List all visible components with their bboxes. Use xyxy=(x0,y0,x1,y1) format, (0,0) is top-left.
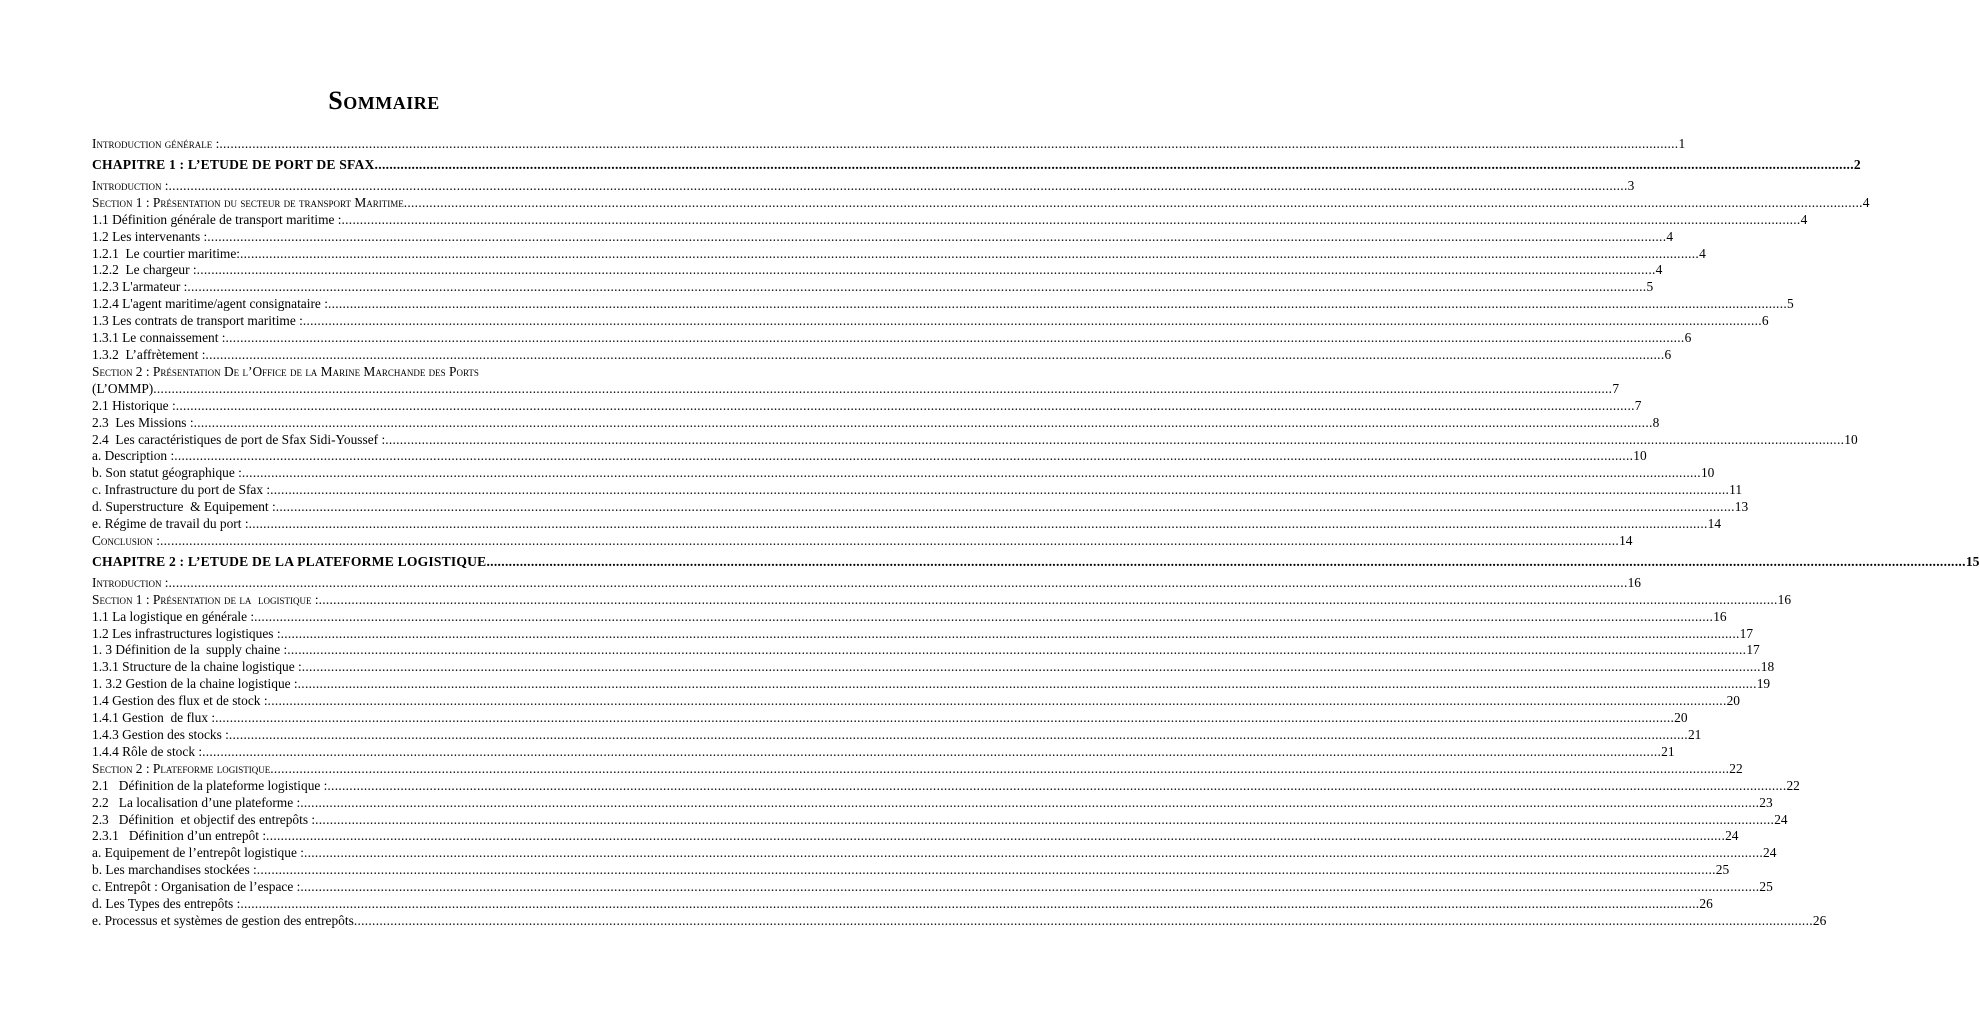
toc-entry-row[interactable] xyxy=(92,710,1688,727)
toc-entry-label: 1.1 La logistique en générale : xyxy=(92,608,255,624)
toc-entry-row[interactable] xyxy=(92,532,1633,550)
dot-leader: ................................................................................................................................................................................................................................................................................................................................................................................................................ xyxy=(327,296,1787,312)
toc-page-number: 15 xyxy=(1965,553,1979,569)
dot-leader: ................................................................................................................................................................................................................................................................................................................................................................................................................ xyxy=(301,659,1761,675)
toc-page-number: 13 xyxy=(1734,499,1749,515)
dot-leader: ................................................................................................................................................................................................................................................................................................................................................................................................................ xyxy=(240,896,1700,912)
dot-leader: ................................................................................................................................................................................................................................................................................................................................................................................................................ xyxy=(256,862,1716,878)
dot-leader: ................................................................................................................................................................................................................................................................................................................................................................................................................ xyxy=(300,879,1760,895)
dot-leader: ................................................................................................................................................................................................................................................................................................................................................................................................................ xyxy=(297,676,1757,692)
toc-page-number: 4 xyxy=(1666,228,1674,244)
toc-entry-label: 1.2.4 L'agent maritime/agent consignataire : xyxy=(92,296,328,312)
toc-entry-row[interactable] xyxy=(92,811,1788,829)
toc-page-number: 4 xyxy=(1800,211,1808,227)
toc-page-number: 25 xyxy=(1715,862,1730,878)
toc-entry-label: 1.3.2 L’affrètement : xyxy=(92,346,206,362)
toc-page-number: 16 xyxy=(1627,574,1641,590)
dot-leader: ................................................................................................................................................................................................................................................................................................................................................................................................................ xyxy=(174,448,1634,464)
toc-entry-row[interactable] xyxy=(92,608,1727,626)
toc-entry-label: Section 1 : Présentation du secteur de transport Maritime xyxy=(92,194,404,210)
dot-leader: ................................................................................................................................................................................................................................................................................................................................................................................................................ xyxy=(270,482,1730,498)
toc-entry-label: Conclusion : xyxy=(92,532,160,548)
toc-entry-row[interactable] xyxy=(92,727,1702,744)
dot-leader: ................................................................................................................................................................................................................................................................................................................................................................................................................ xyxy=(219,136,1679,151)
toc-entry-label: 1.2.2 Le chargeur : xyxy=(92,262,197,278)
dot-leader: ................................................................................................................................................................................................................................................................................................................................................................................................................ xyxy=(168,177,1628,193)
toc-page-number: 11 xyxy=(1729,482,1743,498)
toc-page-number: 6 xyxy=(1664,346,1672,362)
table-of-contents xyxy=(92,136,1979,930)
toc-page-number: 21 xyxy=(1687,727,1702,742)
toc-page-number: 4 xyxy=(1655,262,1663,278)
toc-entry-label: a. Equipement de l’entrepôt logistique : xyxy=(92,845,304,861)
toc-entry-row[interactable] xyxy=(92,828,1739,845)
toc-entry-row[interactable] xyxy=(92,262,1663,279)
toc-page-number: 10 xyxy=(1700,465,1715,481)
toc-entry-label: c. Infrastructure du port de Sfax : xyxy=(92,482,271,498)
toc-entry-label: 1.3.1 Structure de la chaine logistique : xyxy=(92,659,302,675)
toc-page-number: 2 xyxy=(1853,156,1861,172)
dot-leader: ................................................................................................................................................................................................................................................................................................................................................................................................................ xyxy=(486,553,1966,569)
dot-leader: ................................................................................................................................................................................................................................................................................................................................................................................................................ xyxy=(153,380,1613,396)
toc-entry-label: 1.4.4 Rôle de stock : xyxy=(92,743,203,759)
toc-entry-row[interactable] xyxy=(92,211,1808,229)
toc-page-number: 23 xyxy=(1759,794,1773,810)
toc-page-number: 19 xyxy=(1756,676,1771,692)
toc-entry-row[interactable] xyxy=(92,845,1777,862)
toc-page-number: 24 xyxy=(1763,845,1777,861)
toc-entry-label: (L’OMMP) xyxy=(92,380,154,396)
dot-leader: ................................................................................................................................................................................................................................................................................................................................................................................................................ xyxy=(353,912,1813,928)
toc-entry-row[interactable] xyxy=(92,177,1635,195)
toc-page-number: 7 xyxy=(1634,397,1642,413)
dot-leader: ................................................................................................................................................................................................................................................................................................................................................................................................................ xyxy=(287,642,1747,658)
dot-leader: ................................................................................................................................................................................................................................................................................................................................................................................................................ xyxy=(160,532,1620,548)
toc-entry-label: d. Les Types des entrepôts : xyxy=(92,896,241,912)
toc-entry-label: d. Superstructure & Equipement : xyxy=(92,499,276,515)
toc-entry-row[interactable] xyxy=(92,330,1692,347)
dot-leader: ................................................................................................................................................................................................................................................................................................................................................................................................................ xyxy=(202,743,1662,759)
toc-entry-label: b. Son statut géographique : xyxy=(92,465,242,481)
dot-leader: ................................................................................................................................................................................................................................................................................................................................................................................................................ xyxy=(207,228,1667,244)
toc-entry-row[interactable] xyxy=(92,896,1713,913)
toc-page-number: 17 xyxy=(1739,625,1754,641)
toc-entry-label: 2.1 Historique : xyxy=(92,397,176,413)
toc-page-number: 1 xyxy=(1678,136,1686,151)
toc-entry-row[interactable] xyxy=(92,313,1769,330)
toc-entry-row[interactable] xyxy=(92,760,1743,778)
toc-entry-label: 1.2.1 Le courtier maritime: xyxy=(92,245,240,261)
toc-entry-label: Introduction : xyxy=(92,574,169,590)
dot-leader: ................................................................................................................................................................................................................................................................................................................................................................................................................ xyxy=(205,346,1665,362)
dot-leader: ................................................................................................................................................................................................................................................................................................................................................................................................................ xyxy=(315,811,1775,827)
dot-leader: ................................................................................................................................................................................................................................................................................................................................................................................................................ xyxy=(241,465,1701,481)
dot-leader: ................................................................................................................................................................................................................................................................................................................................................................................................................ xyxy=(385,431,1845,447)
toc-entry-label: e. Régime de travail du port : xyxy=(92,516,249,532)
toc-entry-label: e. Processus et systèmes de gestion des entrepôts xyxy=(92,912,354,928)
toc-entry-label: Introduction générale : xyxy=(92,136,220,151)
toc-page-number: 26 xyxy=(1699,896,1713,912)
toc-page-number: 20 xyxy=(1726,693,1740,709)
toc-entry-label: 1.4.1 Gestion de flux : xyxy=(92,710,216,726)
toc-entry-row[interactable] xyxy=(92,346,1672,364)
toc-entry-label: 1. 3.2 Gestion de la chaine logistique : xyxy=(92,676,298,692)
dot-leader: ................................................................................................................................................................................................................................................................................................................................................................................................................ xyxy=(240,245,1700,261)
toc-chapter-row[interactable] xyxy=(92,553,1979,570)
toc-page-number: 10 xyxy=(1633,448,1647,464)
toc-page-number: 6 xyxy=(1761,313,1769,329)
toc-entry-label: Introduction : xyxy=(92,177,169,193)
toc-entry-label: 1. 3 Définition de la supply chaine : xyxy=(92,642,288,658)
dot-leader: ................................................................................................................................................................................................................................................................................................................................................................................................................ xyxy=(254,608,1714,624)
toc-page-number: 16 xyxy=(1777,591,1792,607)
toc-entry-label: 2.3.1 Définition d’un entrepôt : xyxy=(92,828,267,844)
toc-entry-row[interactable] xyxy=(92,625,1754,643)
toc-page-number: 4 xyxy=(1862,194,1870,210)
dot-leader: ................................................................................................................................................................................................................................................................................................................................................................................................................ xyxy=(175,397,1635,413)
toc-page-number: 24 xyxy=(1774,811,1788,827)
toc-entry-label: 1.2 Les intervenants : xyxy=(92,228,208,244)
toc-page-number: 10 xyxy=(1844,431,1858,447)
toc-page-number: 22 xyxy=(1786,777,1800,793)
toc-entry-row[interactable] xyxy=(92,516,1722,533)
dot-leader: ................................................................................................................................................................................................................................................................................................................................................................................................................ xyxy=(403,194,1863,210)
toc-entry-label: 2.2 La localisation d’une plateforme : xyxy=(92,794,301,810)
toc-page-number: 20 xyxy=(1674,710,1688,726)
dot-leader: ................................................................................................................................................................................................................................................................................................................................................................................................................ xyxy=(280,625,1740,641)
dot-leader: ................................................................................................................................................................................................................................................................................................................................................................................................................ xyxy=(168,574,1628,590)
dot-leader: ................................................................................................................................................................................................................................................................................................................................................................................................................ xyxy=(275,499,1735,515)
toc-entry-label: 1.4.3 Gestion des stocks : xyxy=(92,727,229,742)
toc-entry-row[interactable] xyxy=(92,465,1715,482)
page-title: Sommaire xyxy=(328,86,440,115)
dot-leader: ................................................................................................................................................................................................................................................................................................................................................................................................................ xyxy=(318,591,1778,607)
toc-entry-label: Section 2 : Plateforme logistique xyxy=(92,760,271,776)
toc-entry-label: b. Les marchandises stockées : xyxy=(92,862,257,878)
dot-leader: ................................................................................................................................................................................................................................................................................................................................................................................................................ xyxy=(267,693,1727,709)
toc-entry-label: 1.2.3 L'armateur : xyxy=(92,279,188,295)
toc-entry-row[interactable] xyxy=(92,862,1730,879)
toc-entry-row[interactable] xyxy=(92,279,1654,296)
toc-page-number: 25 xyxy=(1759,879,1773,895)
toc-entry-row[interactable] xyxy=(92,676,1771,693)
toc-entry-row[interactable] xyxy=(92,482,1743,499)
toc-chapter-row[interactable] xyxy=(92,156,1861,173)
toc-page-number: 24 xyxy=(1725,828,1739,844)
toc-entry-row[interactable] xyxy=(92,591,1792,609)
toc-page-number: 21 xyxy=(1661,743,1675,759)
toc-entry-row[interactable] xyxy=(92,296,1794,313)
toc-entry-label: CHAPITRE 1 : L’ETUDE DE PORT DE SFAX xyxy=(92,156,375,172)
toc-entry-row[interactable] xyxy=(92,380,1620,398)
toc-entry-row[interactable] xyxy=(92,414,1660,432)
toc-page-number: 8 xyxy=(1652,414,1660,430)
toc-entry-row[interactable] xyxy=(92,693,1740,710)
toc-page-number: 17 xyxy=(1746,642,1760,658)
dot-leader: ................................................................................................................................................................................................................................................................................................................................................................................................................ xyxy=(193,414,1653,430)
dot-leader: ................................................................................................................................................................................................................................................................................................................................................................................................................ xyxy=(196,262,1656,278)
toc-entry-row[interactable] xyxy=(92,777,1800,795)
toc-page-number: 7 xyxy=(1612,380,1620,396)
toc-entry-label[interactable]: Section 2 : Présentation De l’Office de la Marine Marchande des Ports xyxy=(92,363,479,379)
toc-entry-row[interactable] xyxy=(92,794,1773,812)
toc-entry-label: 1.2 Les infrastructures logistiques : xyxy=(92,625,281,641)
dot-leader: ................................................................................................................................................................................................................................................................................................................................................................................................................ xyxy=(303,845,1764,861)
dot-leader: ................................................................................................................................................................................................................................................................................................................................................................................................................ xyxy=(270,760,1730,776)
toc-entry-row[interactable] xyxy=(92,912,1827,930)
toc-page-number: 6 xyxy=(1684,330,1692,346)
toc-page-number: 4 xyxy=(1699,245,1706,261)
toc-entry-row[interactable] xyxy=(92,499,1749,516)
toc-entry-row[interactable] xyxy=(92,448,1647,465)
dot-leader: ................................................................................................................................................................................................................................................................................................................................................................................................................ xyxy=(187,279,1647,295)
toc-entry-row[interactable] xyxy=(92,136,1686,153)
dot-leader: ................................................................................................................................................................................................................................................................................................................................................................................................................ xyxy=(300,794,1760,810)
toc-page-number: 22 xyxy=(1729,760,1743,776)
dot-leader: ................................................................................................................................................................................................................................................................................................................................................................................................................ xyxy=(327,777,1787,793)
dot-leader: ................................................................................................................................................................................................................................................................................................................................................................................................................ xyxy=(374,156,1854,172)
toc-page-number: 16 xyxy=(1713,608,1727,624)
dot-leader: ................................................................................................................................................................................................................................................................................................................................................................................................................ xyxy=(302,313,1762,329)
dot-leader: ................................................................................................................................................................................................................................................................................................................................................................................................................ xyxy=(266,828,1726,844)
toc-entry-row[interactable] xyxy=(92,574,1641,592)
toc-entry-label: Section 1 : Présentation de la logistique : xyxy=(92,591,319,607)
toc-page-number: 5 xyxy=(1787,296,1794,312)
toc-page-number: 3 xyxy=(1627,177,1635,193)
toc-entry-label: c. Entrepôt : Organisation de l’espace : xyxy=(92,879,301,895)
toc-entry-label: CHAPITRE 2 : L’ETUDE DE LA PLATEFORME LOGISTIQUE xyxy=(92,553,487,569)
toc-entry-row[interactable] xyxy=(92,194,1870,212)
toc-entry-row[interactable] xyxy=(92,642,1760,659)
toc-entry-row[interactable] xyxy=(92,228,1674,246)
toc-entry-row[interactable] xyxy=(92,397,1642,415)
toc-entry-label: 2.1 Définition de la plateforme logistique : xyxy=(92,777,328,793)
toc-entry-row[interactable] xyxy=(92,879,1773,896)
dot-leader: ................................................................................................................................................................................................................................................................................................................................................................................................................ xyxy=(225,330,1685,346)
toc-page-number: 14 xyxy=(1619,532,1633,548)
dot-leader: ................................................................................................................................................................................................................................................................................................................................................................................................................ xyxy=(248,516,1708,532)
dot-leader: ................................................................................................................................................................................................................................................................................................................................................................................................................ xyxy=(341,211,1801,227)
dot-leader: ................................................................................................................................................................................................................................................................................................................................................................................................................ xyxy=(228,727,1688,742)
toc-page-number: 26 xyxy=(1812,912,1827,928)
toc-entry-label: 2.3 Définition et objectif des entrepôts : xyxy=(92,811,316,827)
toc-entry-label: a. Description : xyxy=(92,448,175,464)
toc-entry-label: 1.3 Les contrats de transport maritime : xyxy=(92,313,303,329)
toc-entry-label: 2.3 Les Missions : xyxy=(92,414,194,430)
toc-entry-row[interactable] xyxy=(92,659,1775,676)
toc-entry-label: 1.1 Définition générale de transport maritime : xyxy=(92,211,342,227)
toc-entry-row[interactable] xyxy=(92,245,1706,263)
dot-leader: ................................................................................................................................................................................................................................................................................................................................................................................................................ xyxy=(215,710,1675,726)
toc-entry-label: 1.3.1 Le connaissement : xyxy=(92,330,226,346)
toc-page-number: 5 xyxy=(1646,279,1654,295)
toc-entry-label: 2.4 Les caractéristiques de port de Sfax Sidi-Youssef : xyxy=(92,431,386,447)
toc-page-number: 18 xyxy=(1760,659,1775,675)
toc-entry-row[interactable] xyxy=(92,743,1675,761)
toc-page-number: 14 xyxy=(1707,516,1722,532)
toc-entry-label: 1.4 Gestion des flux et de stock : xyxy=(92,693,268,709)
toc-entry-row[interactable] xyxy=(92,431,1858,449)
